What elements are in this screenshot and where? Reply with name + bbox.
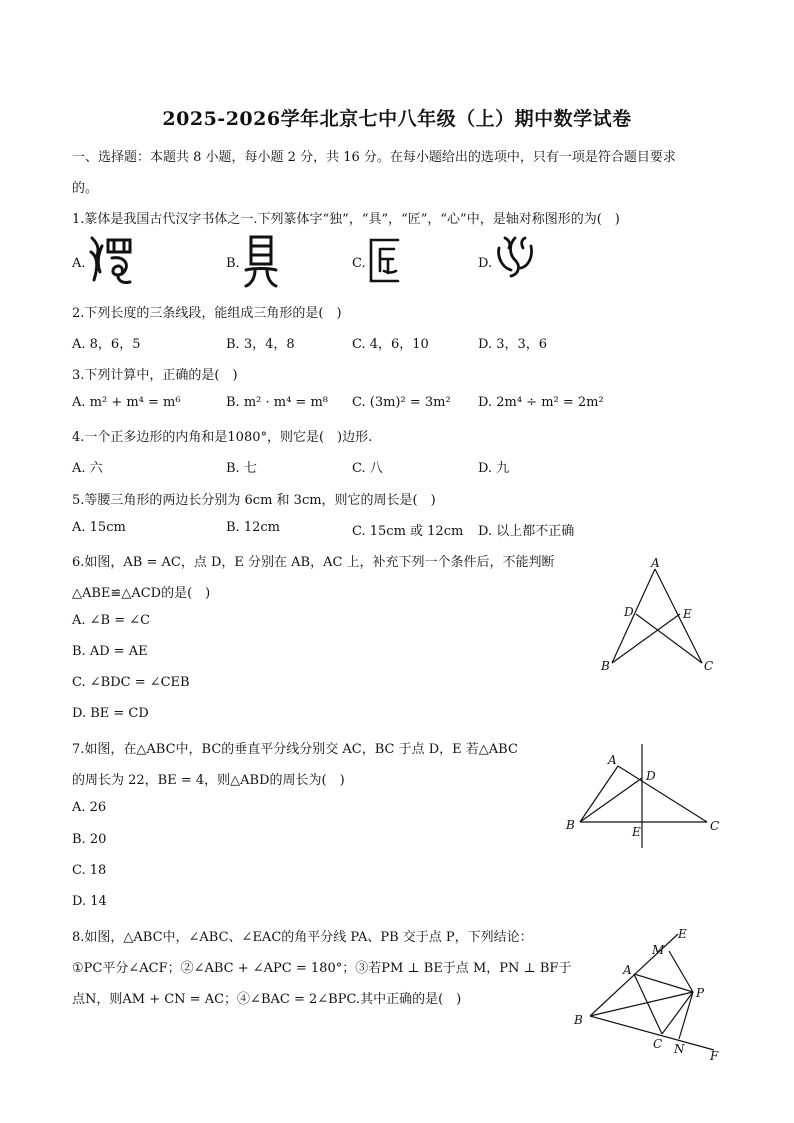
question-1-stem: 1.篆体是我国古代汉字书体之一.下列篆体字“独”，“具”，“匠”，“心”中，是轴对称图形的为( ) (72, 212, 620, 227)
q2-option-c: C. 4，6，10 (352, 337, 429, 352)
question-7-stem: 7.如图，在△ABC中，BC的垂直平分线分别交 AC，BC 于点 D，E 若△ABC (72, 742, 518, 757)
q2-option-d: D. 3，3，6 (478, 337, 548, 352)
q6-option-a: A. ∠B = ∠C (72, 613, 151, 628)
q3-option-d: D. 2m⁴ ÷ m² = 2m² (478, 395, 604, 410)
q8-label-a: A (623, 963, 632, 977)
section-heading-cont: 的。 (72, 181, 99, 196)
q6-option-c: C. ∠BDC = ∠CEB (72, 675, 190, 690)
q8-label-m: M (652, 943, 665, 957)
question-3-stem: 3.下列计算中，正确的是( ) (72, 368, 238, 383)
q7-option-d: D. 14 (72, 894, 107, 909)
q3-option-a: A. m² + m⁴ = m⁶ (72, 395, 181, 410)
q1-option-b: B. (226, 256, 240, 271)
q6-label-a: A (651, 556, 660, 570)
q5-option-a: A. 15cm (72, 520, 126, 535)
q6-label-b: B (601, 659, 610, 673)
section-heading: 一、选择题：本题共 8 小题，每小题 2 分，共 16 分。在每小题给出的选项中，只有一项是符合题目要求 (72, 150, 676, 165)
q4-option-c: C. 八 (352, 461, 383, 476)
question-2-stem: 2.下列长度的三条线段，能组成三角形的是( ) (72, 306, 342, 321)
q7-label-e: E (632, 825, 641, 839)
q2-option-b: B. 3，4，8 (226, 337, 295, 352)
q6-label-d: D (624, 605, 634, 619)
q4-option-d: D. 九 (478, 461, 510, 476)
q1-option-d: D. (478, 256, 493, 271)
q8-label-n: N (674, 1042, 685, 1056)
q7-triangle-figure (562, 742, 727, 850)
seal-du-icon (88, 234, 134, 286)
q6-label-e: E (683, 607, 692, 621)
q7-label-b: B (566, 818, 575, 832)
q8-label-b: B (574, 1013, 583, 1027)
q3-option-c: C. (3m)² = 3m² (352, 395, 451, 410)
q7-option-a: A. 26 (72, 800, 107, 815)
question-8-stem: 8.如图，△ABC中，∠ABC、∠EAC的角平分线 PA、PB 交于点 P，下列结论： (72, 930, 533, 945)
q8-label-p: P (696, 986, 705, 1000)
question-7-stem-cont: 的周长为 22，BE = 4，则△ABD的周长为( ) (72, 773, 345, 788)
q8-label-c: C (653, 1037, 663, 1051)
q6-option-b: B. AD = AE (72, 644, 148, 659)
question-6-stem-cont: △ABE≌△ACD的是( ) (72, 586, 211, 601)
q4-option-b: B. 七 (226, 461, 257, 476)
q7-label-c: C (710, 819, 720, 833)
q7-label-a: A (608, 753, 617, 767)
q7-option-c: C. 18 (72, 863, 107, 878)
question-4-stem: 4.一个正多边形的内角和是1080°，则它是( )边形. (72, 430, 373, 445)
q7-option-b: B. 20 (72, 832, 107, 847)
q2-option-a: A. 8，6，5 (72, 337, 141, 352)
q1-option-c: C. (352, 256, 366, 271)
question-8-stem-cont2: 点N，则AM + CN = AC；④∠BAC = 2∠BPC.其中正确的是( ) (72, 992, 462, 1007)
q8-label-e: E (678, 927, 687, 941)
q5-option-c: C. 15cm 或 12cm (352, 524, 464, 539)
q8-label-f: F (710, 1049, 719, 1063)
page-title: 2025-2026学年北京七中八年级（上）期中数学试卷 (162, 108, 632, 130)
q5-option-b: B. 12cm (226, 520, 280, 535)
q6-triangle-figure (592, 552, 722, 676)
q4-option-a: A. 六 (72, 461, 103, 476)
q7-label-d: D (646, 769, 656, 783)
q1-option-a: A. (72, 256, 86, 271)
question-6-stem: 6.如图，AB = AC，点 D，E 分别在 AB，AC 上，补充下列一个条件后，不能判断 (72, 555, 555, 570)
q5-option-d: D. 以上都不正确 (478, 524, 575, 539)
question-8-stem-cont1: ①PC平分∠ACF；②∠ABC + ∠APC = 180°；③若PM ⊥ BE于点 M，PN ⊥ BF于 (72, 961, 572, 976)
seal-jiang-icon (366, 237, 402, 285)
q8-triangle-figure (566, 924, 726, 1064)
seal-ju-icon (243, 234, 279, 288)
q6-option-d: D. BE = CD (72, 706, 149, 721)
question-5-stem: 5.等腰三角形的两边长分别为 6cm 和 3cm，则它的周长是( ) (72, 493, 436, 508)
q3-option-b: B. m² · m⁴ = m⁸ (226, 395, 328, 410)
seal-xin-icon (495, 234, 535, 280)
q6-label-c: C (704, 659, 714, 673)
